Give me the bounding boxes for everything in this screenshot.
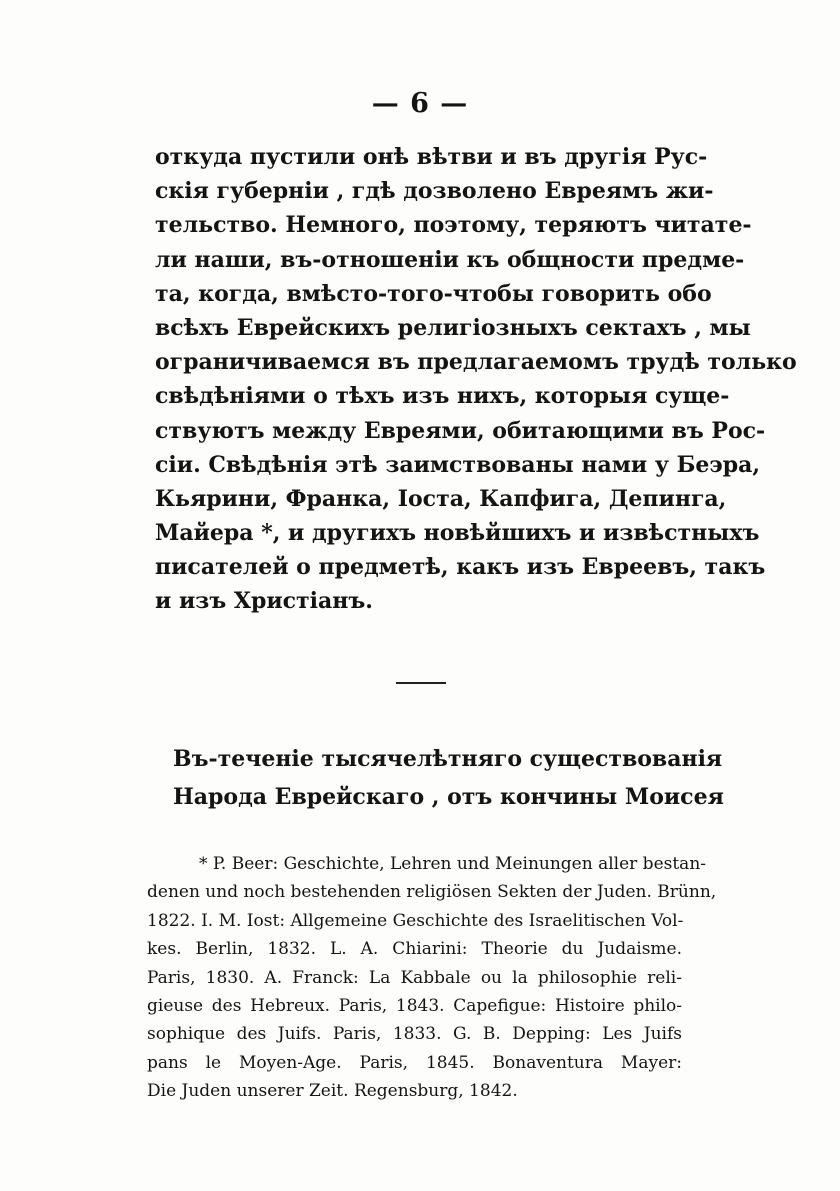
section-line: Въ-теченіе тысячелѣтняго существованія: [173, 746, 723, 772]
footnote-line: denen und noch bestehenden religiösen Sekten der Juden. Brünn,: [147, 882, 717, 903]
paragraph-line: ствуютъ между Евреями, обитающими въ Рос-: [155, 417, 766, 444]
page-number: — 6 —: [371, 88, 469, 119]
paragraph-line: Майера *, и другихъ новѣйшихъ и извѣстныхъ: [155, 520, 760, 547]
footnote-line: kes. Berlin, 1832. L. A. Chiarini: Theorie du Judaisme.: [147, 939, 682, 960]
paragraph-line: ли наши, въ-отношеніи къ общности предме-: [155, 246, 745, 273]
paragraph-line: свѣдѣніями о тѣхъ изъ нихъ, которыя суще-: [155, 383, 730, 410]
section-divider: [396, 682, 446, 684]
footnote-line: gieuse des Hebreux. Paris, 1843. Capefigue: Histoire philo-: [147, 995, 682, 1016]
main-paragraph: [155, 140, 797, 619]
paragraph-line: всѣхъ Еврейскихъ религіозныхъ сектахъ , мы: [155, 314, 751, 341]
footnote-line: Die Juden unserer Zeit. Regensburg, 1842.: [147, 1081, 518, 1102]
footnote: [147, 850, 717, 1106]
paragraph-line: откуда пустили онѣ вѣтви и въ другія Рус-: [155, 144, 708, 170]
paragraph-line: скія губерніи , гдѣ дозволено Евреямъ жи-: [155, 178, 714, 205]
footnote-line: 1822. I. M. Iost: Allgemeine Geschichte des Israelitischen Vol-: [147, 910, 684, 931]
footnote-line: sophique des Juifs. Paris, 1833. G. B. Depping: Les Juifs: [147, 1024, 682, 1045]
paragraph-line: сіи. Свѣдѣнія этѣ заимствованы нами у Беэра,: [155, 451, 761, 478]
footnote-line: Paris, 1830. A. Franck: La Kabbale ou la philosophie reli-: [147, 967, 682, 988]
paragraph-line: тельство. Немного, поэтому, теряютъ читате-: [155, 212, 752, 239]
paragraph-line: та, когда, вмѣсто-того-чтобы говорить обо: [155, 280, 712, 307]
paragraph-line: писателей о предметѣ, какъ изъ Евреевъ, такъ: [155, 554, 766, 581]
footnote-line: * P. Beer: Geschichte, Lehren und Meinungen aller bestan-: [199, 854, 707, 874]
paragraph-line: Кьярини, Франка, Іоста, Капфига, Депинга,: [155, 485, 727, 512]
section-paragraph: [173, 740, 724, 816]
footnote-line: pans le Moyen-Age. Paris, 1845. Bonaventura Mayer:: [147, 1052, 682, 1073]
section-line: Народа Еврейскаго , отъ кончины Моисея: [173, 784, 724, 810]
paragraph-line: ограничиваемся въ предлагаемомъ трудѣ только: [155, 349, 797, 376]
paragraph-line: и изъ Христіанъ.: [155, 588, 373, 615]
